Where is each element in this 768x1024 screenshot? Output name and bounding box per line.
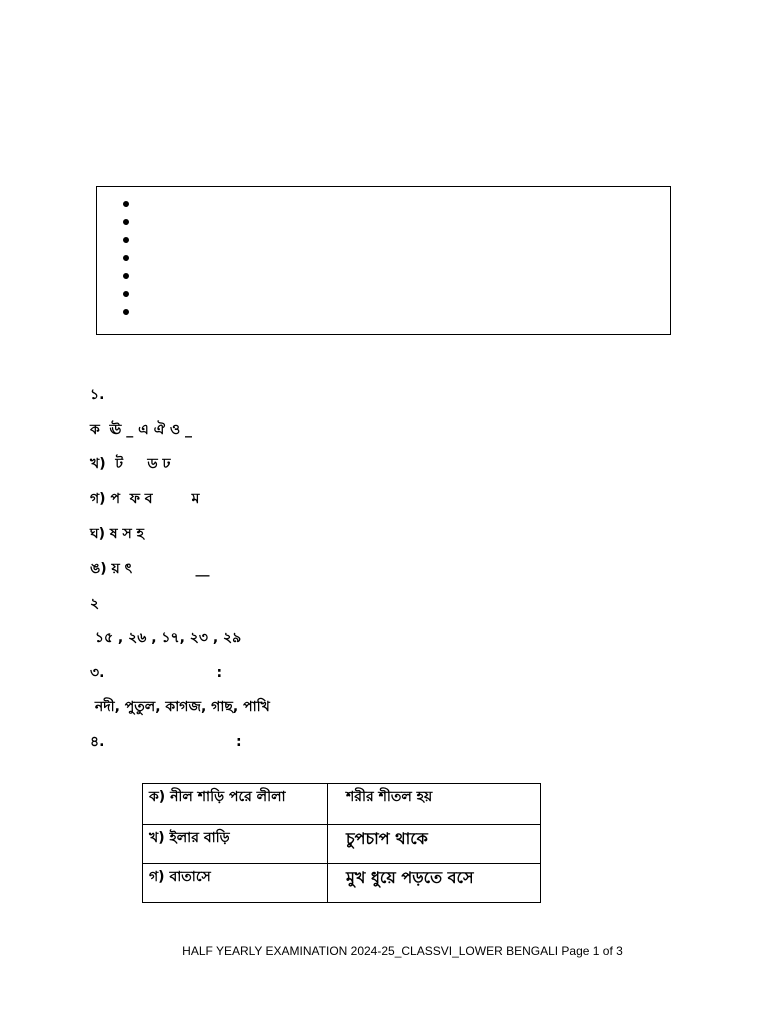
table-row (143, 784, 541, 825)
table-row (143, 864, 541, 903)
q1-e-line: ঙ) য় ৎ __ (90, 561, 210, 577)
page-footer: HALF YEARLY EXAMINATION 2024-25_CLASSVI_LOWER BENGALI Page 1 of 3 (182, 944, 623, 958)
match-right-cell: শরীর শীতল হয় (328, 784, 541, 825)
q4-heading: ৪. : (90, 734, 242, 750)
match-left-cell: ক) নীল শাড়ি পরে লীলা (143, 784, 328, 825)
q2-heading: ২ (90, 596, 100, 612)
table-row (143, 825, 541, 864)
match-left-cell: গ) বাতাসে (143, 864, 328, 903)
instructions-box (96, 186, 671, 335)
match-table (142, 783, 541, 903)
q3-words-line: নদী, পুতুল, কাগজ, গাছ, পাখি (90, 699, 270, 715)
q1-heading: ১. (90, 387, 105, 403)
q3-heading: ৩. : (90, 665, 223, 681)
q1-c-line: গ) প ফ ব ম (90, 491, 200, 507)
match-left-cell: খ) ইলার বাড়ি (143, 825, 328, 864)
q2-numbers-line: ১৫ , ২৬ , ১৭, ২৩ , ২৯ (90, 630, 242, 646)
match-right-cell: চুপচাপ থাকে (328, 825, 541, 864)
match-right-cell: মুখ ধুয়ে পড়তে বসে (328, 864, 541, 903)
q1-a-line: ক ঊ _ এ ঐ ও _ (90, 422, 193, 438)
q1-b-line: খ) ট ড ঢ (90, 456, 171, 472)
q1-d-line: ঘ) ষ স হ (90, 526, 144, 542)
